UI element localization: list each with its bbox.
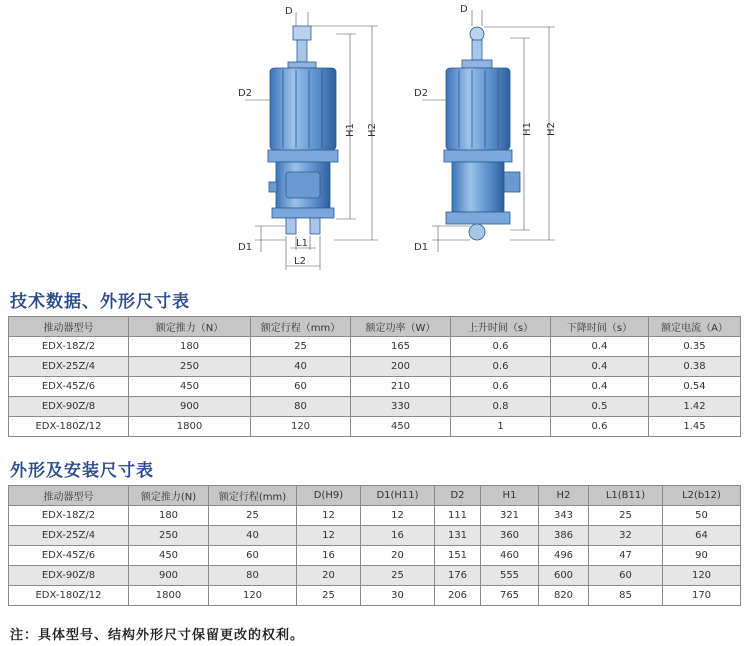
table-cell: 12: [297, 506, 361, 526]
table-cell: 64: [663, 526, 741, 546]
table-cell: 0.4: [551, 357, 649, 377]
table-cell: 0.5: [551, 397, 649, 417]
table-cell: 25: [209, 506, 297, 526]
table-header-cell: 额定行程（mm）: [251, 317, 351, 337]
table-row: [9, 506, 741, 526]
table-cell: 0.6: [551, 417, 649, 437]
table-cell: 47: [589, 546, 663, 566]
table-header-cell: 额定功率（W）: [351, 317, 451, 337]
table-cell: 20: [297, 566, 361, 586]
table-header-cell: H2: [539, 486, 589, 506]
table-cell: 250: [129, 526, 209, 546]
table-cell: 12: [297, 526, 361, 546]
table-cell: 25: [251, 337, 351, 357]
table-cell: EDX-25Z/4: [9, 357, 129, 377]
technical-drawing: [0, 0, 750, 280]
table-cell: 25: [297, 586, 361, 606]
table-cell: 60: [209, 546, 297, 566]
table-header-cell: D(H9): [297, 486, 361, 506]
table-cell: 206: [435, 586, 481, 606]
table-cell: 0.35: [649, 337, 741, 357]
table-cell: 1.45: [649, 417, 741, 437]
table-cell: 0.6: [451, 357, 551, 377]
table-cell: 40: [251, 357, 351, 377]
dim-d2-label-side: D2: [414, 88, 429, 99]
table-cell: 820: [539, 586, 589, 606]
table-cell: 80: [251, 397, 351, 417]
table-row: [9, 546, 741, 566]
dim-l1-label: L1: [296, 238, 308, 249]
table-cell: 200: [351, 357, 451, 377]
dim-d-label-side: D: [460, 4, 468, 15]
table-header-row: [9, 486, 741, 506]
table-header-cell: 下降时间（s）: [551, 317, 649, 337]
tech-data-table: [8, 316, 741, 437]
table-cell: 170: [663, 586, 741, 606]
table-row: [9, 357, 741, 377]
table-cell: 30: [361, 586, 435, 606]
table-cell: 0.8: [451, 397, 551, 417]
table-header-cell: 额定推力（N）: [129, 317, 251, 337]
table-cell: 360: [481, 526, 539, 546]
actuator-front-view: [268, 26, 338, 234]
table-cell: 176: [435, 566, 481, 586]
table-cell: EDX-45Z/6: [9, 546, 129, 566]
dim-h2-label: H2: [367, 123, 378, 137]
table-row: [9, 337, 741, 357]
table-cell: 1800: [129, 417, 251, 437]
table-cell: 555: [481, 566, 539, 586]
table-cell: 386: [539, 526, 589, 546]
table-cell: 16: [297, 546, 361, 566]
table-header-cell: 额定电流（A）: [649, 317, 741, 337]
table-header-cell: 额定推力(N): [129, 486, 209, 506]
table-cell: 1: [451, 417, 551, 437]
install-dimensions-table: [8, 485, 741, 606]
table-cell: EDX-45Z/6: [9, 377, 129, 397]
table-cell: 450: [351, 417, 451, 437]
table-cell: 343: [539, 506, 589, 526]
table-cell: 111: [435, 506, 481, 526]
table-cell: 60: [589, 566, 663, 586]
table-cell: 0.6: [451, 377, 551, 397]
table-cell: 120: [663, 566, 741, 586]
table-header-cell: L2(b12): [663, 486, 741, 506]
table-cell: 450: [129, 546, 209, 566]
dim-h1-label-side: H1: [522, 122, 533, 136]
tech-table-title: 技术数据、外形尺寸表: [10, 292, 190, 312]
table-header-cell: L1(B11): [589, 486, 663, 506]
table-cell: 1800: [129, 586, 209, 606]
table-cell: 900: [129, 397, 251, 417]
table-cell: 460: [481, 546, 539, 566]
table-cell: 600: [539, 566, 589, 586]
table-cell: 165: [351, 337, 451, 357]
table-cell: 20: [361, 546, 435, 566]
actuator-side-view: [444, 27, 520, 240]
table-cell: 40: [209, 526, 297, 546]
table-cell: 85: [589, 586, 663, 606]
table-cell: 120: [251, 417, 351, 437]
table-cell: 900: [129, 566, 209, 586]
table-cell: 25: [361, 566, 435, 586]
table-cell: 330: [351, 397, 451, 417]
table-cell: 32: [589, 526, 663, 546]
table-cell: 765: [481, 586, 539, 606]
table-cell: 0.4: [551, 337, 649, 357]
table-cell: 0.54: [649, 377, 741, 397]
table-cell: 16: [361, 526, 435, 546]
dim-h1-label: H1: [345, 123, 356, 137]
table-cell: 450: [129, 377, 251, 397]
table-cell: EDX-90Z/8: [9, 397, 129, 417]
table-header-cell: 额定行程(mm): [209, 486, 297, 506]
table-header-cell: D2: [435, 486, 481, 506]
table-header-cell: 推动器型号: [9, 317, 129, 337]
dim-d1-label-side: D1: [414, 242, 429, 253]
table-cell: 12: [361, 506, 435, 526]
table-cell: 0.38: [649, 357, 741, 377]
dim-l2-label: L2: [294, 256, 306, 267]
table-cell: 1.42: [649, 397, 741, 417]
table-cell: EDX-18Z/2: [9, 337, 129, 357]
table-cell: 210: [351, 377, 451, 397]
dim-d1-label: D1: [238, 242, 253, 253]
table-cell: 0.6: [451, 337, 551, 357]
table-row: [9, 377, 741, 397]
table-row: [9, 397, 741, 417]
table-header-cell: 上升时间（s）: [451, 317, 551, 337]
table-cell: 250: [129, 357, 251, 377]
table-cell: 180: [129, 506, 209, 526]
table-row: [9, 417, 741, 437]
dim-h2-label-side: H2: [546, 122, 557, 136]
table-cell: EDX-180Z/12: [9, 586, 129, 606]
table-cell: 151: [435, 546, 481, 566]
table-cell: 80: [209, 566, 297, 586]
table-cell: 180: [129, 337, 251, 357]
table-cell: 496: [539, 546, 589, 566]
table-cell: 120: [209, 586, 297, 606]
dim-d-label: D: [285, 6, 293, 17]
table-row: [9, 566, 741, 586]
table-cell: 321: [481, 506, 539, 526]
table-cell: 0.4: [551, 377, 649, 397]
table-row: [9, 586, 741, 606]
table-cell: EDX-90Z/8: [9, 566, 129, 586]
dim-d2-label: D2: [238, 88, 253, 99]
table-cell: EDX-25Z/4: [9, 526, 129, 546]
table-cell: 50: [663, 506, 741, 526]
table-cell: 60: [251, 377, 351, 397]
table-cell: 90: [663, 546, 741, 566]
table-header-cell: 推动器型号: [9, 486, 129, 506]
table-cell: EDX-18Z/2: [9, 506, 129, 526]
table-cell: 25: [589, 506, 663, 526]
footnote: 注：具体型号、结构外形尺寸保留更改的权利。: [10, 628, 305, 643]
table-row: [9, 526, 741, 546]
install-table-title: 外形及安装尺寸表: [10, 461, 154, 481]
table-cell: 131: [435, 526, 481, 546]
table-header-row: [9, 317, 741, 337]
table-header-cell: D1(H11): [361, 486, 435, 506]
table-header-cell: H1: [481, 486, 539, 506]
table-cell: EDX-180Z/12: [9, 417, 129, 437]
